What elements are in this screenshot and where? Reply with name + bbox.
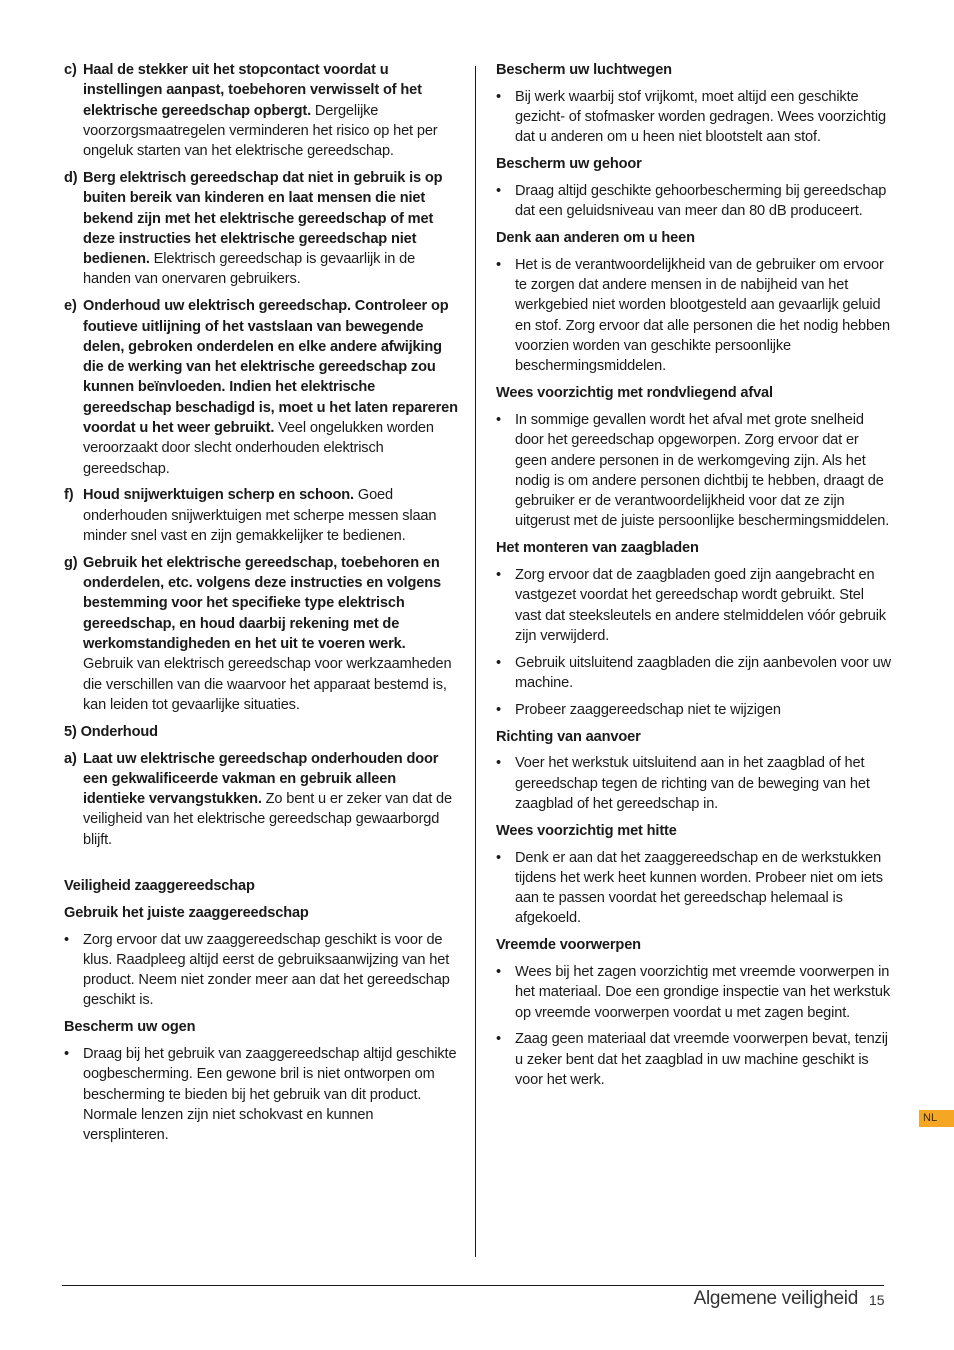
bullet-text: Het is de verantwoordelijkheid van de gebruiker om ervoor te zorgen dat andere mensen in de nabijheid van het werkgebied niet worden blootgesteld aan gevaarlijk geluid en stof. Zorg ervoor dat alle personen die het nodig hebben voorzien worden van geschikte persoonlijke beschermingsmiddelen.	[515, 256, 890, 375]
item-bold-text: Onderhoud uw elektrisch gereedschap. Controleer op foutieve uitlijning of het vastslaan van bewegende delen, gebroken onderdelen en elke andere afwijking die de werking van het elektrische gereedschap zou kunnen beïnvloeden. Indien het elektrische gereedschap beschadigd is, moet u het laten repareren voordat u het weer gebruikt.	[83, 298, 458, 437]
bullet-text: Draag bij het gebruik van zaaggereedschap altijd geschikte oogbescherming. Een gewone bril is niet ontworpen om bescherming te bieden bij het gebruik van dit product. Normale lenzen zijn niet schokvast en kunnen versplinteren.	[83, 1046, 457, 1144]
item-bold-text: Haal de stekker uit het stopcontact voordat u instellingen aanpast, toebehoren verwisselt of het elektrische gereedschap opbergt.	[83, 62, 422, 119]
item-marker: c)	[64, 62, 77, 78]
bullet-item	[496, 962, 892, 1023]
bullet-dot: •	[496, 701, 501, 718]
item-bold-text: Gebruik het elektrische gereedschap, toebehoren en onderdelen, etc. volgens deze instructies en volgens bestemming voor het specifieke type elektrisch gereedschap, en houd daarbij rekening met de werkomstandigheden en het uit te voeren werk.	[83, 554, 441, 653]
subheading-hearing: Bescherm uw gehoor	[496, 156, 642, 173]
bullet-item	[496, 653, 892, 694]
bullet-dot: •	[496, 849, 501, 866]
subheading-heat: Wees voorzichtig met hitte	[496, 822, 677, 839]
bullet-dot: •	[496, 88, 501, 105]
bullet-text: Denk er aan dat het zaaggereedschap en de werkstukken tijdens het werk heet kunnen worden. Probeer niet om iets aan te passen voordat het gereedschap helemaal is afgekoeld.	[515, 849, 883, 927]
bullet-item	[496, 700, 892, 720]
item-marker: f)	[64, 487, 74, 504]
bullet-text: In sommige gevallen wordt het afval met grote snelheid door het gereedschap opgeworpen. Zorg ervoor dat er geen andere personen in de werkomgeving zijn. Als het nodig is om andere personen dichtbij te hebben, draagt de gebruiker er de verantwoordelijkheid voor dat ze zijn uitgerust met de juiste persoonlijke beschermingsmiddelen.	[515, 411, 890, 530]
section-heading-maintenance: 5) Onderhoud	[64, 723, 158, 740]
subheading-mounting-blades: Het monteren van zaagbladen	[496, 540, 699, 557]
bullet-dot: •	[496, 567, 501, 584]
footer-divider	[62, 1285, 884, 1286]
item-bold-text: Berg elektrisch gereedschap dat niet in gebruik is op buiten bereik van kinderen en laat mensen die niet bekend zijn met het elektrische gereedschap of met deze instructies het elektrische gereedschap niet bedienen.	[83, 169, 443, 268]
bullet-text: Probeer zaaggereedschap niet te wijzigen	[515, 701, 781, 718]
bullet-item	[496, 753, 892, 814]
subheading-feed-direction: Richting van aanvoer	[496, 728, 641, 745]
bullet-item	[64, 1044, 459, 1145]
item-text: Gebruik van elektrisch gereedschap voor werkzaamheden die verschillen van die waarvoor het apparaat bestemd is, kan leiden tot gevaarlijke situaties.	[83, 656, 452, 713]
item-text: Elektrisch gereedschap is gevaarlijk in de handen van onervaren gebruikers.	[83, 251, 416, 288]
bullet-dot: •	[496, 654, 501, 671]
bullet-dot: •	[496, 411, 501, 428]
bullet-text: Voer het werkstuk uitsluitend aan in het zaagblad of het gereedschap tegen de richting van de beweging van het zaagblad of het gereedschap in.	[515, 755, 870, 812]
instruction-item-f	[64, 485, 459, 546]
bullet-text: Bij werk waarbij stof vrijkomt, moet altijd een geschikte gezicht- of stofmasker worden gedragen. Wees voorzichtig dat u anderen om u heen niet blootstelt aan stof.	[515, 88, 886, 146]
instruction-item-d	[64, 168, 459, 290]
item-bold-text: Laat uw elektrische gereedschap onderhouden door een gekwalificeerde vakman en gebruik alleen identieke vervangstukken.	[83, 750, 439, 808]
subheading-eyes: Bescherm uw ogen	[64, 1019, 196, 1036]
subheading-right-tool: Gebruik het juiste zaaggereedschap	[64, 904, 309, 921]
item-marker: e)	[64, 298, 77, 315]
bullet-dot: •	[496, 755, 501, 772]
bullet-item	[496, 87, 892, 148]
item-marker: d)	[64, 169, 78, 186]
item-bold-text: Houd snijwerktuigen scherp en schoon.	[83, 487, 354, 504]
bullet-item	[496, 848, 892, 929]
bullet-item	[496, 181, 892, 222]
subheading-debris: Wees voorzichtig met rondvliegend afval	[496, 385, 773, 402]
language-tab: NL	[919, 1110, 954, 1127]
bullet-item	[496, 410, 892, 532]
bullet-text: Draag altijd geschikte gehoorbescherming bij gereedschap dat een geluidsniveau van meer dan 80 dB produceert.	[515, 182, 887, 220]
subheading-airways: Bescherm uw luchtwegen	[496, 62, 672, 78]
bullet-item	[64, 930, 459, 1011]
bullet-item	[496, 1029, 892, 1090]
bullet-dot: •	[496, 1031, 501, 1048]
bullet-text: Wees bij het zagen voorzichtig met vreemde voorwerpen in het materiaal. Doe een grondige inspectie van het werkstuk op vreemde voorwerpen voordat u met zagen begint.	[515, 964, 891, 1021]
bullet-text: Zaag geen materiaal dat vreemde voorwerpen bevat, tenzij u zeker bent dat het zaagblad in uw machine geschikt is voor het werk.	[515, 1031, 888, 1089]
column-divider	[475, 66, 476, 1257]
instruction-item-g	[64, 553, 459, 715]
bullet-dot: •	[64, 1046, 69, 1063]
bullet-dot: •	[496, 182, 501, 199]
footer-section-title: Algemene veiligheid	[693, 1288, 858, 1309]
item-text: Zo bent u er zeker van dat de veiligheid van het elektrische gereedschap gewaarborgd blijft.	[83, 791, 452, 848]
bullet-item	[496, 565, 892, 646]
left-column	[64, 60, 459, 1152]
right-column	[496, 60, 892, 1097]
instruction-item-c	[64, 60, 459, 161]
item-text: Dergelijke voorzorgsmaatregelen verminderen het risico op het per ongeluk starten van het elektrische gereedschap.	[83, 102, 438, 160]
bullet-dot: •	[496, 256, 501, 273]
item-marker: g)	[64, 554, 78, 571]
subheading-foreign-objects: Vreemde voorwerpen	[496, 937, 641, 954]
bullet-text: Zorg ervoor dat de zaagbladen goed zijn aangebracht en vastgezet voordat het gereedschap wordt gebruikt. Stel vast dat steeksleutels en andere stelmiddelen vóór gebruik zijn verwijderd.	[515, 567, 886, 644]
section-heading-saw-safety: Veiligheid zaaggereedschap	[64, 877, 255, 894]
item-marker: a)	[64, 750, 77, 767]
bullet-dot: •	[496, 964, 501, 981]
subheading-others: Denk aan anderen om u heen	[496, 230, 695, 247]
item-text: Veel ongelukken worden veroorzaakt door slecht onderhouden elektrisch gereedschap.	[83, 420, 434, 477]
instruction-item-maintenance-a	[64, 749, 459, 850]
bullet-dot: •	[64, 931, 69, 948]
page-number: 15	[869, 1292, 885, 1308]
bullet-item	[496, 255, 892, 377]
bullet-text: Gebruik uitsluitend zaagbladen die zijn aanbevolen voor uw machine.	[515, 654, 891, 692]
item-text: Goed onderhouden snijwerktuigen met scherpe messen slaan minder snel vast en zijn gemakkelijker te bedienen.	[83, 487, 437, 545]
bullet-text: Zorg ervoor dat uw zaaggereedschap geschikt is voor de klus. Raadpleeg altijd eerst de gebruiksaanwijzing van het product. Neem niet zonder meer aan dat het gereedschap geschikt is.	[83, 931, 450, 1009]
instruction-item-e	[64, 296, 459, 479]
